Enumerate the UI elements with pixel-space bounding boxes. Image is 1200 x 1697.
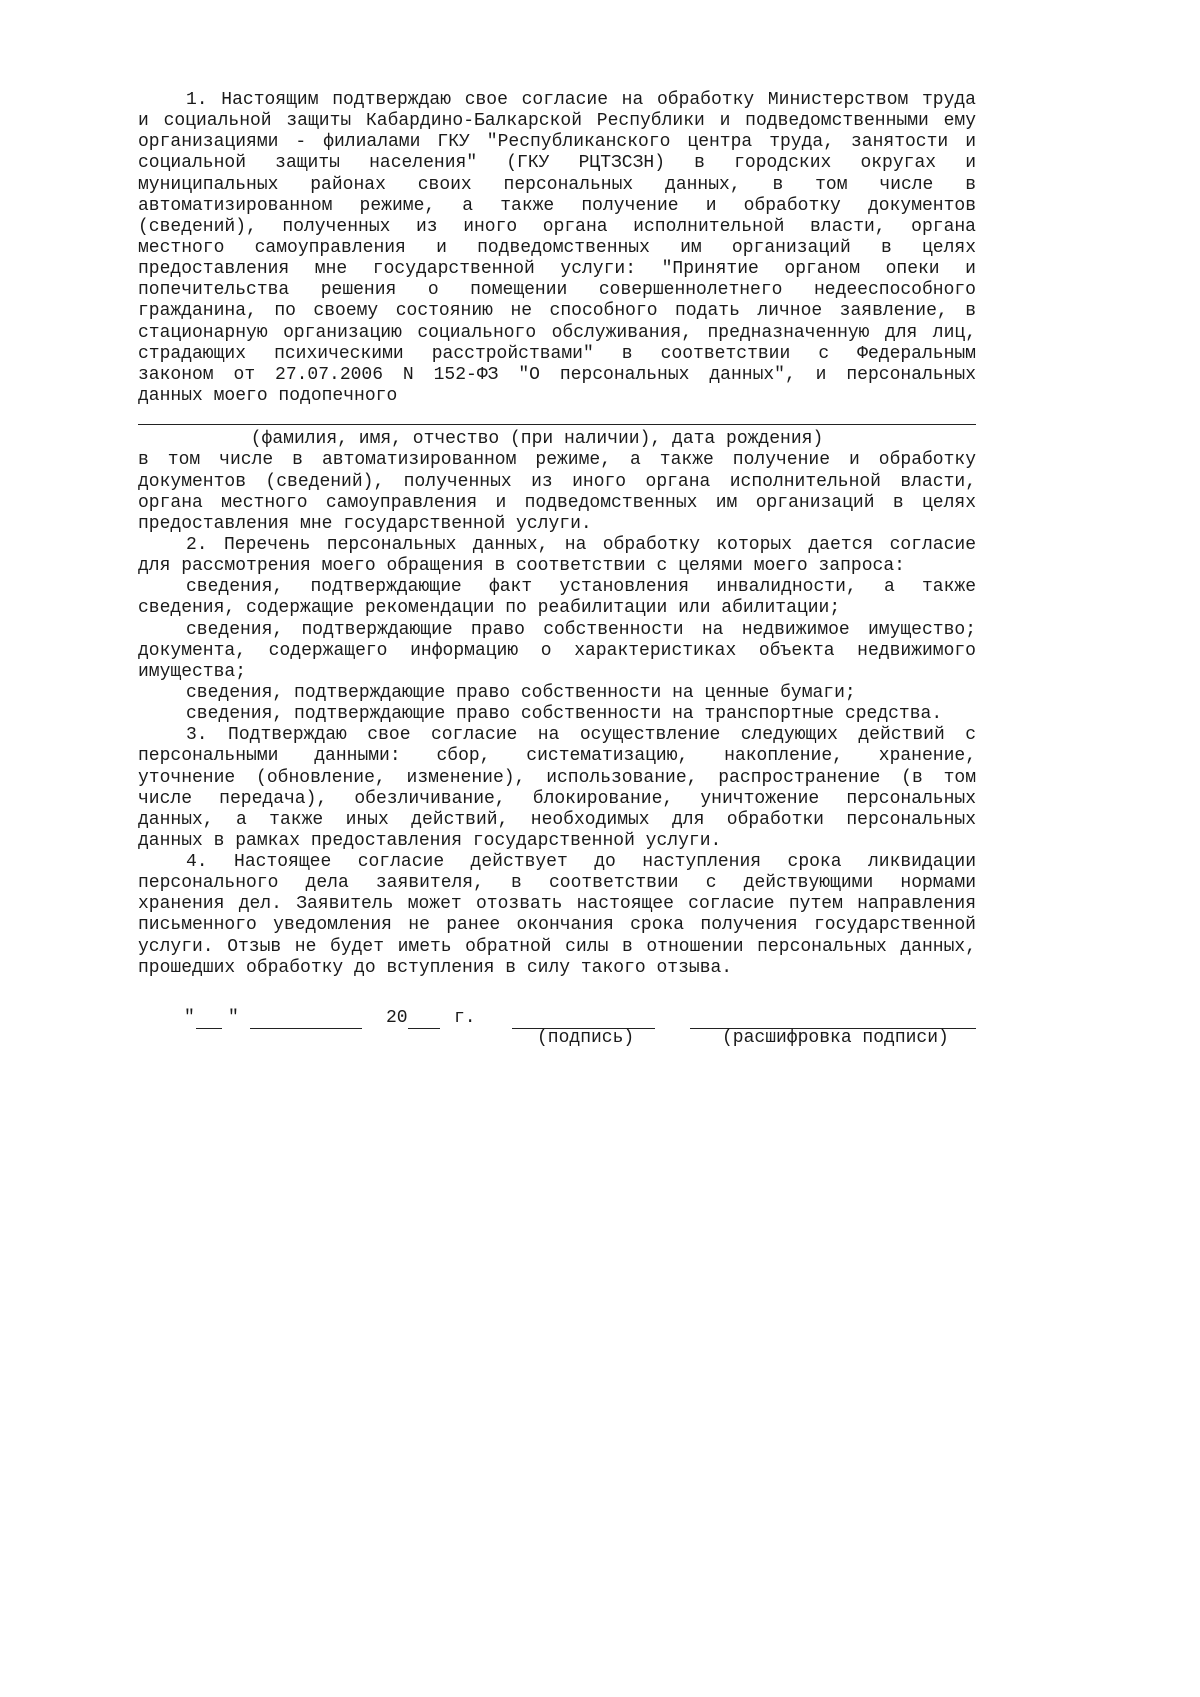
- text-line: стационарную организацию социального обслуживания, предназначенную для лиц,: [138, 322, 976, 343]
- text-line: законом от 27.07.2006 N 152-ФЗ "О персональных данных", и персональных: [138, 364, 976, 385]
- text-line: документа, содержащего информацию о характеристиках объекта недвижимого: [138, 640, 976, 661]
- paragraph: [138, 535, 976, 577]
- paragraph: [138, 620, 976, 683]
- text-line: уточнение (обновление, изменение), использование, распространение (в том: [138, 767, 976, 788]
- text-line: органа местного самоуправления и подведомственных им организаций в целях: [138, 492, 976, 513]
- text-line: сведения, подтверждающие право собственности на ценные бумаги;: [186, 682, 856, 703]
- text-line: предоставления мне государственной услуги.: [138, 513, 592, 534]
- text-line: прошедших обработку до вступления в силу такого отзыва.: [138, 957, 733, 978]
- text-line: предоставления мне государственной услуги: "Принятие органом опеки и: [138, 259, 976, 280]
- text-line: 4. Настоящее согласие действует до наступления срока ликвидации: [186, 852, 976, 873]
- date-year-field[interactable]: [408, 1028, 440, 1029]
- ward-field-caption: (фамилия, имя, отчество (при наличии), дата рождения): [250, 429, 824, 450]
- text-line: гражданина, по своему состоянию не способного подать личное заявление, в: [138, 301, 976, 322]
- date-day-quote-close: ": [228, 1008, 239, 1028]
- text-line: организациями - филиалами ГКУ "Республиканского центра труда, занятости и: [138, 132, 976, 153]
- paragraph: [138, 704, 976, 725]
- paragraph: [138, 90, 976, 407]
- signature-decoding-caption: (расшифровка подписи): [722, 1028, 949, 1048]
- text-line: персонального дела заявителя, в соответствии с действующими нормами: [138, 873, 976, 894]
- text-line: автоматизированном режиме, а также получение и обработку документов: [138, 195, 976, 216]
- text-line: числе передача), обезличивание, блокирование, уничтожение персональных: [138, 788, 976, 809]
- text-line: персональными данными: сбор, систематизацию, накопление, хранение,: [138, 746, 976, 767]
- text-line: в том числе в автоматизированном режиме, а также получение и обработку: [138, 450, 976, 471]
- text-line: хранения дел. Заявитель может отозвать настоящее согласие путем направления: [138, 894, 976, 915]
- text-line: данных, а также иных действий, необходимых для обработки персональных: [138, 809, 976, 830]
- date-month-field[interactable]: [250, 1028, 362, 1029]
- text-line: сведения, подтверждающие право собственности на транспортные средства.: [186, 704, 943, 725]
- text-line: сведения, подтверждающие право собственности на недвижимое имущество;: [186, 619, 976, 640]
- text-line: сведения, содержащие рекомендации по реабилитации или абилитации;: [138, 598, 841, 619]
- date-year-prefix: 20: [386, 1008, 408, 1028]
- text-line: письменного уведомления не ранее окончания срока получения государственной: [138, 915, 976, 936]
- text-line: социальной защиты населения" (ГКУ РЦТЗСЗН) в городских округах и: [138, 153, 976, 174]
- text-line: данных моего подопечного: [138, 385, 398, 406]
- text-line: документов (сведений), полученных из иного органа исполнительной власти,: [138, 471, 976, 492]
- paragraph: [138, 450, 976, 535]
- paragraph: [138, 683, 976, 704]
- date-day-quote-open: ": [184, 1008, 195, 1028]
- paragraph: [138, 577, 976, 619]
- text-line: попечительства решения о помещении совершеннолетнего недееспособного: [138, 280, 976, 301]
- text-line: страдающих психическими расстройствами" в соответствии с Федеральным: [138, 343, 976, 364]
- paragraph: [138, 852, 976, 979]
- text-line: для рассмотрения моего обращения в соответствии с целями моего запроса:: [138, 556, 905, 577]
- text-line: (сведений), полученных из иного органа исполнительной власти, органа: [138, 216, 976, 237]
- text-line: сведения, подтверждающие факт установления инвалидности, а также: [186, 577, 976, 598]
- text-line: 1. Настоящим подтверждаю свое согласие на обработку Министерством труда: [186, 90, 976, 110]
- text-line: муниципальных районах своих персональных данных, в том числе в: [138, 174, 976, 195]
- text-line: 2. Перечень персональных данных, на обработку которых дается согласие: [186, 534, 976, 555]
- signature-caption: (подпись): [537, 1028, 635, 1048]
- signature-block: [0, 1008, 1200, 1068]
- paragraph: [138, 725, 976, 852]
- text-line: 3. Подтверждаю свое согласие на осуществление следующих действий с: [186, 725, 976, 746]
- date-day-field[interactable]: [196, 1028, 222, 1029]
- text-line: местного самоуправления и подведомственных им организаций в целях: [138, 237, 976, 258]
- consent-document-body: [138, 90, 976, 979]
- text-line: имущества;: [138, 661, 247, 682]
- text-line: данных в рамках предоставления государственной услуги.: [138, 830, 722, 851]
- date-year-suffix: г.: [454, 1008, 476, 1028]
- ward-name-field[interactable]: [138, 407, 976, 425]
- text-line: и социальной защиты Кабардино-Балкарской Республики и подведомственными ему: [138, 111, 976, 132]
- text-line: услуги. Отзыв не будет иметь обратной силы в отношении персональных данных,: [138, 936, 976, 957]
